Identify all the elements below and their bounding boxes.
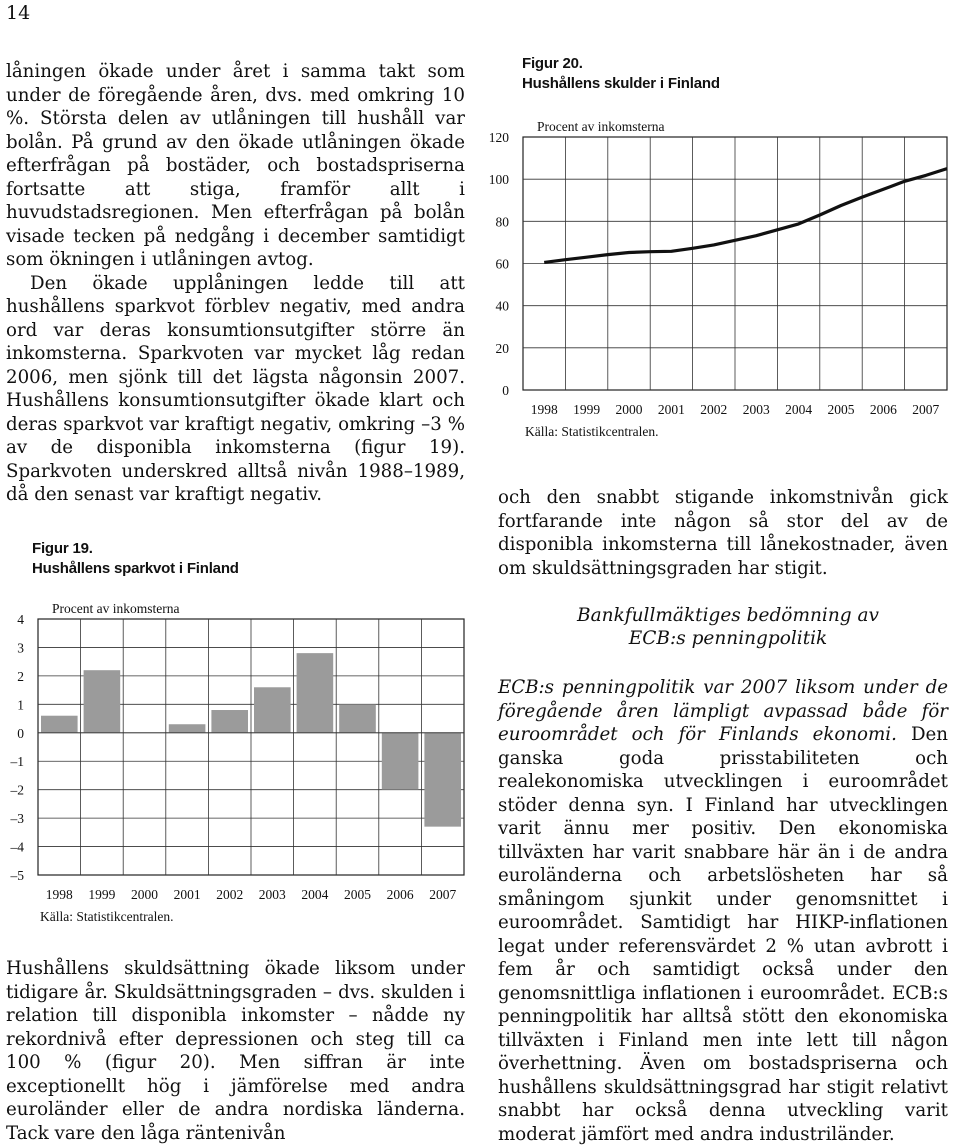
x-tick-label: 2003 bbox=[742, 402, 770, 417]
figure-label: Figur 19. bbox=[32, 540, 93, 557]
figure-20-title bbox=[522, 54, 720, 94]
bar-2005 bbox=[339, 704, 376, 732]
heading-line: ECB:s penningpolitik bbox=[628, 628, 828, 649]
y-tick-label: 100 bbox=[488, 172, 509, 188]
left-text-bottom bbox=[6, 957, 465, 1145]
y-tick-label: 0 bbox=[17, 725, 24, 741]
y-tick-label: 1 bbox=[17, 697, 24, 713]
figure-20-line-chart bbox=[480, 100, 950, 445]
y-tick-label: 4 bbox=[17, 612, 24, 627]
y-tick-label: 80 bbox=[495, 214, 509, 230]
section-heading bbox=[508, 604, 948, 650]
x-tick-label: 1998 bbox=[530, 402, 558, 417]
chart-source: Källa: Statistikcentralen. bbox=[525, 424, 659, 439]
figure-title: Hushållens sparkvot i Finland bbox=[32, 560, 239, 577]
figure-19-bar-chart bbox=[0, 585, 470, 930]
y-tick-label: 0 bbox=[502, 383, 509, 398]
figure-title: Hushållens skulder i Finland bbox=[522, 75, 720, 92]
y-axis-label: Procent av inkomsterna bbox=[537, 119, 665, 134]
left-text-top bbox=[6, 60, 465, 507]
y-tick-label: –3 bbox=[10, 811, 24, 827]
x-tick-label: 1999 bbox=[88, 887, 116, 902]
bar-2001 bbox=[169, 724, 206, 733]
bar-1998 bbox=[41, 716, 78, 733]
figure-label: Figur 20. bbox=[522, 55, 583, 72]
italic-lead: ECB:s penningpolitik var 2007 liksom under de föregående åren lämpligt avpassad både för euroområdet och för Finlands ekonomi. bbox=[498, 677, 948, 745]
y-tick-label: –1 bbox=[10, 754, 24, 770]
x-tick-label: 1999 bbox=[573, 402, 601, 417]
page-number: 14 bbox=[6, 2, 31, 24]
figure-19-title bbox=[32, 539, 239, 579]
y-tick-label: 20 bbox=[495, 340, 509, 356]
heading-line: Bankfullmäktiges bedömning av bbox=[577, 605, 879, 626]
x-tick-label: 2001 bbox=[173, 887, 201, 902]
y-tick-label: –2 bbox=[10, 782, 24, 798]
y-tick-label: 2 bbox=[17, 668, 24, 684]
bar-2006 bbox=[382, 733, 419, 790]
x-tick-label: 2003 bbox=[258, 887, 286, 902]
bar-2003 bbox=[254, 687, 291, 733]
paragraph: låningen ökade under året i samma takt som under de föregående åren, dvs. med omkring 10 %. Största delen av utlåningen till hushåll var bolån. På grund av den ökade utlåningen ökade efterfrågan på bostäder, och bostadspriserna fortsatte att stiga, framför allt i huvudstadsregionen. Men efterfrågan på bolån visade tecken på nedgång i december samtidigt som ökningen i utlåningen avtog. bbox=[6, 61, 465, 270]
paragraph bbox=[498, 676, 948, 1146]
paragraph-rest: Den ganska goda prisstabiliteten och realekonomiska utvecklingen i euroområdet stöder denna syn. I Finland har utvecklingen varit ännu mer positiv. Den ekonomiska tillväxten har varit snabbare här än i de andra euroländerna och arbetslösheten har så småningom sjunkit under genomsnittet i euroområdet. Samtidigt har HIKP-inflationen legat under referensvärdet 2 % utan avbrott i fem år och samtidigt också under den genomsnittliga inflationen i euroområdet. ECB:s penningpolitik har alltså stött den ekonomiska tillväxten i Finland men inte lett till någon överhettning. Även om bostadspriserna och hushållens skuldsättningsgrad har stigit relativt snabbt har också denna utveckling varit moderat jämfört med andra industriländer. bbox=[498, 724, 948, 1145]
right-text-bottom bbox=[498, 676, 948, 1146]
x-tick-label: 2007 bbox=[912, 402, 940, 417]
y-tick-label: 120 bbox=[488, 130, 509, 145]
x-tick-label: 2001 bbox=[657, 402, 685, 417]
y-tick-label: 60 bbox=[495, 256, 509, 272]
x-tick-label: 2004 bbox=[785, 402, 813, 417]
bar-2007 bbox=[424, 733, 461, 827]
y-tick-label: 3 bbox=[17, 640, 24, 656]
x-tick-label: 2007 bbox=[429, 887, 457, 902]
x-tick-label: 2005 bbox=[827, 402, 855, 417]
bar-2002 bbox=[211, 710, 248, 733]
x-tick-label: 2006 bbox=[869, 402, 897, 417]
y-tick-label: –5 bbox=[10, 868, 24, 883]
x-tick-label: 2000 bbox=[615, 402, 643, 417]
x-tick-label: 2004 bbox=[301, 887, 329, 902]
x-tick-label: 2002 bbox=[216, 887, 244, 902]
x-tick-label: 2006 bbox=[386, 887, 414, 902]
x-tick-label: 2005 bbox=[344, 887, 371, 902]
chart-source: Källa: Statistikcentralen. bbox=[40, 909, 174, 924]
bar-1999 bbox=[84, 670, 121, 733]
paragraph: Hushållens skuldsättning ökade liksom under tidigare år. Skuldsättningsgraden – dvs. skulden i relation till disponibla inkomster – nådde ny rekordnivå efter depressionen och steg till ca 100 % (figur 20). Men siffran är inte exceptionellt hög i jämförelse med andra euroländer eller de andra nordiska länderna. Tack vare den låga räntenivån bbox=[6, 958, 465, 1144]
paragraph: Den ökade upplåningen ledde till att hushållens sparkvot förblev negativ, med andra ord var deras konsumtionsutgifter större än inkomsterna. Sparkvoten var mycket låg redan 2006, men sjönk till det lägsta någonsin 2007. Hushållens konsumtionsutgifter ökade klart och deras sparkvot var kraftigt negativ, omkring –3 % av de disponibla inkomsterna (figur 19). Sparkvoten underskred alltså nivån 1988–1989, då den senast var kraftigt negativ. bbox=[6, 272, 465, 505]
y-axis-label: Procent av inkomsterna bbox=[52, 601, 180, 616]
x-tick-label: 2002 bbox=[700, 402, 728, 417]
bar-2004 bbox=[297, 653, 334, 733]
right-text-mid bbox=[498, 486, 948, 580]
paragraph: och den snabbt stigande inkomstnivån gick fortfarande inte någon så stor del av de disponibla inkomsterna till lånekostnader, även om skuldsättningsgraden har stigit. bbox=[498, 487, 948, 579]
x-tick-label: 1998 bbox=[45, 887, 73, 902]
y-tick-label: 40 bbox=[495, 298, 509, 314]
x-tick-label: 2000 bbox=[131, 887, 158, 902]
y-tick-label: –4 bbox=[10, 839, 24, 855]
